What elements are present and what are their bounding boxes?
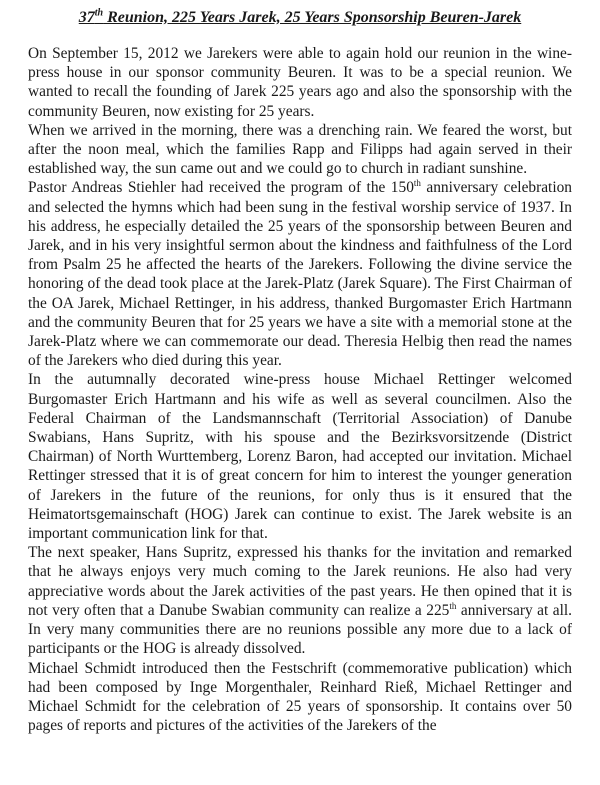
ordinal-suffix: th	[413, 178, 421, 189]
title-number: 37	[78, 9, 95, 26]
paragraph-reunion-intro: On September 15, 2012 we Jarekers were able to again hold our reunion in the wine-press house in our sponsor community Beuren. It was to be a special reunion. We wanted to recall the founding of Jarek 225 years ago and also the sponsorship with the community Beuren, now existing for 25 years.	[28, 45, 572, 120]
paragraph-text: anniversary at all. In very many communities there are no reunions possible any more due to a lack of participants or the HOG is already dissolved.	[28, 601, 572, 658]
page-title	[28, 8, 572, 28]
paragraph-festschrift: Michael Schmidt introduced then the Festschrift (commemorative publication) which had been composed by Inge Morgenthaler, Reinhard Rieß, Michael Rettinger and Michael Schmidt for the celebration of 25 years of sponsorship. It contains over 50 pages of reports and pictures of the activities of the Jarekers of the	[28, 659, 572, 735]
paragraph-next-speaker	[28, 543, 572, 658]
paragraph-welcome: In the autumnally decorated wine-press house Michael Rettinger welcomed Burgomaster Erich Hartmann and his wife as well as several councilmen. Also the Federal Chairman of the Landsmannschaft (Territorial Association) of Danube Swabians, Hans Supritz, with his spouse and the Bezirksvorsitzende (District Chairman) of North Wurttemberg, Lorenz Baron, had accepted our invitation. Michael Rettinger stressed that it is of great concern for him to interest the younger generation of Jarekers in the future of the reunions, for only thus is it ensured that the Heimatortsgemainschaft (HOG) Jarek can continue to exist. The Jarek website is an important communication link for that.	[28, 371, 572, 543]
paragraph-text: anniversary celebration and selected the hymns which had been sung in the festival worship service of 1937. In his address, he especially detailed the 25 years of the sponsorship between Beuren and Jarek, and in his very insightful sermon about the kindness and faithfulness of the Lord from Psalm 25 he affected the hearts of the Jarekers. Following the divine service the honoring of the dead took place at the Jarek-Platz (Jarek Square). The First Chairman of the OA Jarek, Michael Rettinger, in his address, thanked Burgomaster Erich Hartmann and the community Beuren that for 25 years we have a site with a memorial stone at the Jarek-Platz where we can commemorate our dead. Theresia Helbig then read the names of the Jarekers who died during this year.	[28, 179, 572, 370]
title-ordinal-suffix: th	[94, 7, 104, 19]
paragraph-text: The next speaker, Hans Supritz, expressed his thanks for the invitation and remarked that he always enjoys very much coming to the Jarek reunions. He also had very appreciative words about the Jarek activities of the past years. He then opined that it is not very often that a Danube Swabian community can realize a 225	[28, 544, 572, 619]
ordinal-suffix: th	[449, 600, 457, 611]
paragraph-worship-service	[28, 178, 572, 370]
paragraph-arrival: When we arrived in the morning, there was a drenching rain. We feared the worst, but after the noon meal, which the families Rapp and Filipps had again served in their established way, the sun came out and we could go to church in radiant sunshine.	[28, 121, 572, 178]
paragraph-text: Pastor Andreas Stiehler had received the program of the 150	[28, 179, 414, 197]
title-text: Reunion, 225 Years Jarek, 25 Years Sponsorship Beuren-Jarek	[103, 9, 522, 26]
